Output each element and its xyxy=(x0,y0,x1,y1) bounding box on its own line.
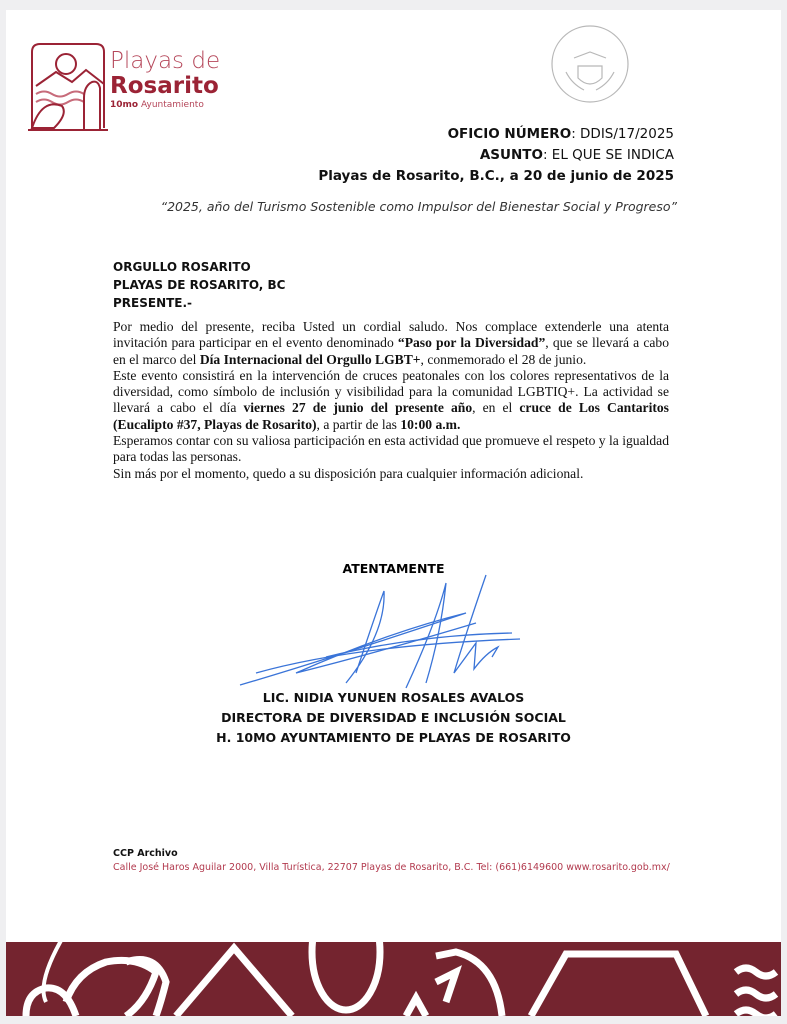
ccp-archivo: CCP Archivo xyxy=(113,848,178,859)
asunto: ASUNTO: EL QUE SE INDICA xyxy=(479,147,674,163)
paragraph-event-details: Este evento consistirá en la intervención de cruces peatonales con los colores representativos de la diversidad, como símbolo de inclusión y visibilidad para la comunidad LGBTIQ+. La actividad se llevará a cabo el día viernes 27 de junio del presente año, en el cruce de Los Cantaritos (Eucalipto #37, Playas de Rosarito), a partir de las 10:00 a.m. xyxy=(113,367,669,432)
paragraph-farewell: Sin más por el momento, quedo a su disposición para cualquier información adicional. xyxy=(113,465,584,481)
paragraph-closing-hope: Esperamos contar con su valiosa participación en esta actividad que promueve el respeto y la igualdad para todas las personas. xyxy=(113,433,670,465)
year-motto: “2025, año del Turismo Sostenible como Impulsor del Bienestar Social y Progreso” xyxy=(160,199,677,214)
signer-block xyxy=(0,688,787,748)
municipality-logo xyxy=(26,38,226,134)
handwritten-signature xyxy=(236,573,526,693)
recipient-block xyxy=(113,258,285,312)
recipient-name: ORGULLO ROSARITO xyxy=(113,260,251,274)
logo-line3: 10mo Ayuntamiento xyxy=(110,100,204,110)
oficio-number: OFICIO NÚMERO: DDIS/17/2025 xyxy=(447,126,674,142)
decorative-motifs-icon xyxy=(6,942,781,1016)
footer-address: Calle José Haros Aguilar 2000, Villa Turística, 22707 Playas de Rosarito, B.C. Tel: (661)6149600 www.rosarito.gob.mx/ xyxy=(113,862,670,873)
signer-title: DIRECTORA DE DIVERSIDAD E INCLUSIÓN SOCIAL xyxy=(221,710,566,725)
logo-line2: Rosarito xyxy=(110,73,219,99)
document-header xyxy=(318,124,674,187)
recipient-location: PLAYAS DE ROSARITO, BC xyxy=(113,278,286,292)
footer-decorative-band xyxy=(6,942,781,1016)
logo-line1: Playas de xyxy=(110,48,221,74)
paragraph-invitation: Por medio del presente, reciba Usted un cordial saludo. Nos complace extenderle una atenta invitación para participar en el evento denominado “Paso por la Diversidad”, que se llevará a cabo en el marco del Día Internacional del Orgullo LGBT+, conmemorado el 28 de junio. xyxy=(113,319,670,367)
signer-name: LIC. NIDIA YUNUEN ROSALES AVALOS xyxy=(262,690,525,705)
municipal-seal-icon xyxy=(548,22,632,106)
recipient-presente: PRESENTE.- xyxy=(113,296,193,310)
logo-emblem-icon xyxy=(26,38,110,134)
place-date: Playas de Rosarito, B.C., a 20 de junio de 2025 xyxy=(318,168,674,184)
signer-organization: H. 10MO AYUNTAMIENTO DE PLAYAS DE ROSARITO xyxy=(216,730,571,745)
letter-body xyxy=(113,319,669,482)
closing-atentamente: ATENTAMENTE xyxy=(342,561,445,576)
